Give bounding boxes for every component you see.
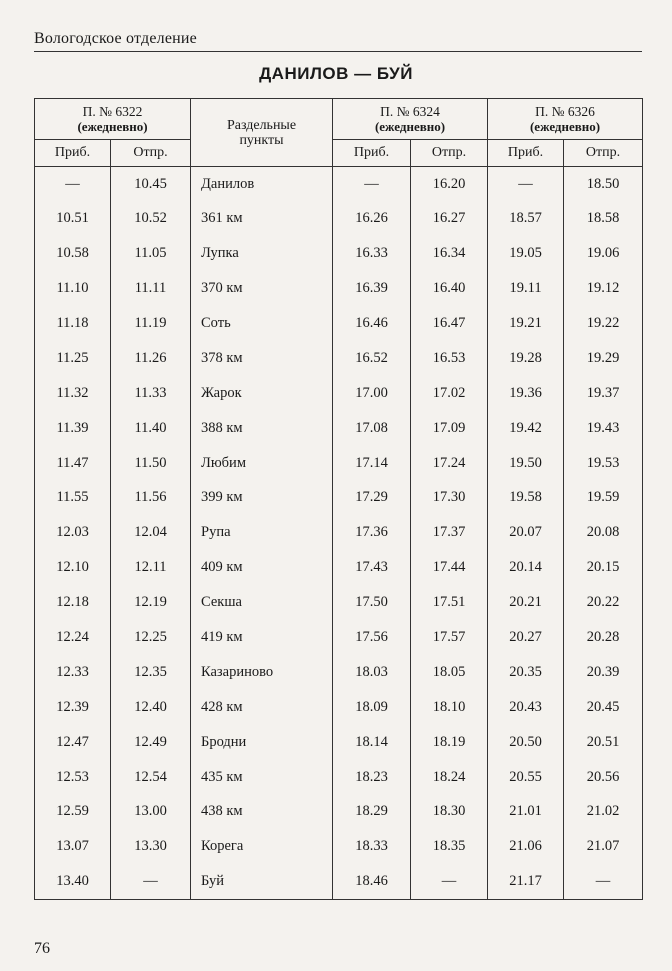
depart-time: — [564, 864, 643, 899]
station-name: 378 км [191, 341, 333, 376]
depart-time: 17.51 [411, 585, 488, 620]
table-row [35, 829, 643, 864]
depart-time: 21.02 [564, 795, 643, 830]
depart-time: 13.30 [111, 829, 191, 864]
station-name: Секша [191, 585, 333, 620]
depart-time: 20.15 [564, 550, 643, 585]
depart-time: 11.50 [111, 446, 191, 481]
arrive-time: 19.21 [488, 306, 564, 341]
header-divider [34, 51, 642, 52]
table-row [35, 376, 643, 411]
arrive-time: 10.58 [35, 236, 111, 271]
depart-time: 12.19 [111, 585, 191, 620]
arrive-time: 13.40 [35, 864, 111, 899]
arrive-time: 18.03 [333, 655, 411, 690]
arrive-time: 12.33 [35, 655, 111, 690]
arrive-time: 17.56 [333, 620, 411, 655]
arrive-time: 17.00 [333, 376, 411, 411]
depart-time: 11.19 [111, 306, 191, 341]
station-name: Бродни [191, 725, 333, 760]
table-row [35, 585, 643, 620]
depart-time: 11.40 [111, 411, 191, 446]
station-name: 428 км [191, 690, 333, 725]
arrive-time: 19.11 [488, 271, 564, 306]
table-row [35, 236, 643, 271]
depart-time: 11.33 [111, 376, 191, 411]
table-row [35, 864, 643, 899]
arrive-time: 21.01 [488, 795, 564, 830]
arrive-time: — [488, 167, 564, 202]
station-name: Казариново [191, 655, 333, 690]
arrive-time: 20.27 [488, 620, 564, 655]
arrive-time: 11.39 [35, 411, 111, 446]
arrive-time: 17.29 [333, 481, 411, 516]
depart-time: 20.56 [564, 760, 643, 795]
depart-time: 16.53 [411, 341, 488, 376]
depart-time: 19.43 [564, 411, 643, 446]
page-header: Вологодское отделение [34, 30, 197, 47]
depart-time: 20.08 [564, 515, 643, 550]
station-name: 409 км [191, 550, 333, 585]
arrive-header: Приб. [35, 140, 111, 167]
train-frequency: (ежедневно) [529, 119, 601, 134]
depart-time: 16.27 [411, 201, 488, 236]
depart-time: 20.39 [564, 655, 643, 690]
arrive-time: 17.43 [333, 550, 411, 585]
arrive-time: 20.50 [488, 725, 564, 760]
train-frequency: (ежедневно) [77, 119, 148, 134]
depart-time: 12.49 [111, 725, 191, 760]
table-row [35, 760, 643, 795]
table-row [35, 341, 643, 376]
depart-time: 10.45 [111, 167, 191, 202]
depart-time: 18.30 [411, 795, 488, 830]
arrive-time: 11.47 [35, 446, 111, 481]
arrive-time: 16.52 [333, 341, 411, 376]
arrive-time: 17.08 [333, 411, 411, 446]
arrive-time: 17.50 [333, 585, 411, 620]
depart-time: 20.28 [564, 620, 643, 655]
depart-time: 16.34 [411, 236, 488, 271]
arrive-time: 11.25 [35, 341, 111, 376]
depart-time: 18.10 [411, 690, 488, 725]
arrive-time: 13.07 [35, 829, 111, 864]
depart-time: 11.56 [111, 481, 191, 516]
arrive-time: 21.06 [488, 829, 564, 864]
arrive-time: 18.09 [333, 690, 411, 725]
depart-time: 17.09 [411, 411, 488, 446]
arrive-header: Приб. [488, 140, 564, 167]
depart-time: 11.26 [111, 341, 191, 376]
station-name: Буй [191, 864, 333, 899]
arrive-time: 17.36 [333, 515, 411, 550]
table-row [35, 690, 643, 725]
station-name: 435 км [191, 760, 333, 795]
station-name: 388 км [191, 411, 333, 446]
arrive-time: 12.53 [35, 760, 111, 795]
depart-time: 17.44 [411, 550, 488, 585]
table-row [35, 306, 643, 341]
depart-time: 18.58 [564, 201, 643, 236]
arrive-time: 19.05 [488, 236, 564, 271]
depart-time: 20.22 [564, 585, 643, 620]
arrive-time: 12.18 [35, 585, 111, 620]
depart-time: 18.05 [411, 655, 488, 690]
arrive-time: 12.39 [35, 690, 111, 725]
page-number: 76 [34, 940, 50, 957]
arrive-time: — [35, 167, 111, 202]
depart-time: 21.07 [564, 829, 643, 864]
arrive-time: 12.24 [35, 620, 111, 655]
arrive-time: 18.33 [333, 829, 411, 864]
arrive-time: 16.26 [333, 201, 411, 236]
depart-time: 18.19 [411, 725, 488, 760]
arrive-time: 19.28 [488, 341, 564, 376]
train-6324-header [333, 99, 488, 140]
arrive-time: 16.33 [333, 236, 411, 271]
table-row [35, 655, 643, 690]
table-row [35, 481, 643, 516]
table-row [35, 725, 643, 760]
station-name: Корега [191, 829, 333, 864]
station-name: 438 км [191, 795, 333, 830]
depart-time: 17.24 [411, 446, 488, 481]
arrive-time: 12.03 [35, 515, 111, 550]
depart-time: 19.59 [564, 481, 643, 516]
arrive-time: 12.10 [35, 550, 111, 585]
station-name: Рупа [191, 515, 333, 550]
train-number: П. № 6326 [535, 104, 595, 119]
table-row [35, 167, 643, 202]
table-row [35, 446, 643, 481]
station-name: 399 км [191, 481, 333, 516]
depart-time: 11.05 [111, 236, 191, 271]
arrive-time: 11.10 [35, 271, 111, 306]
train-frequency: (ежедневно) [374, 119, 446, 134]
table-row [35, 795, 643, 830]
train-number: П. № 6322 [82, 104, 143, 119]
depart-time: 16.40 [411, 271, 488, 306]
depart-time: 17.37 [411, 515, 488, 550]
depart-time: 10.52 [111, 201, 191, 236]
depart-time: 12.25 [111, 620, 191, 655]
arrive-time: 20.43 [488, 690, 564, 725]
arrive-time: 11.18 [35, 306, 111, 341]
arrive-time: 11.55 [35, 481, 111, 516]
depart-time: 20.51 [564, 725, 643, 760]
depart-time: 17.02 [411, 376, 488, 411]
arrive-header: Приб. [333, 140, 411, 167]
depart-time: — [411, 864, 488, 899]
table-row [35, 411, 643, 446]
train-6322-header [35, 99, 191, 140]
depart-time: 12.40 [111, 690, 191, 725]
arrive-time: — [333, 167, 411, 202]
table-row [35, 620, 643, 655]
train-6326-header [488, 99, 643, 140]
station-name: Соть [191, 306, 333, 341]
depart-time: 19.12 [564, 271, 643, 306]
depart-time: 18.24 [411, 760, 488, 795]
depart-time: 19.29 [564, 341, 643, 376]
depart-time: 17.57 [411, 620, 488, 655]
arrive-time: 19.42 [488, 411, 564, 446]
depart-time: 19.06 [564, 236, 643, 271]
table-row [35, 550, 643, 585]
depart-time: 16.20 [411, 167, 488, 202]
depart-time: 20.45 [564, 690, 643, 725]
arrive-time: 21.17 [488, 864, 564, 899]
station-name: Данилов [191, 167, 333, 202]
table-row [35, 201, 643, 236]
depart-time: 12.04 [111, 515, 191, 550]
arrive-time: 10.51 [35, 201, 111, 236]
station-name: Жарок [191, 376, 333, 411]
depart-header: Отпр. [111, 140, 191, 167]
arrive-time: 19.58 [488, 481, 564, 516]
station-column-header: Раздельные пункты [191, 99, 333, 167]
table-row [35, 515, 643, 550]
depart-time: 12.54 [111, 760, 191, 795]
station-name: Лупка [191, 236, 333, 271]
timetable [34, 98, 643, 900]
route-title: ДАНИЛОВ — БУЙ [259, 64, 413, 83]
depart-time: — [111, 864, 191, 899]
depart-time: 17.30 [411, 481, 488, 516]
depart-time: 18.35 [411, 829, 488, 864]
arrive-time: 20.35 [488, 655, 564, 690]
table-row [35, 271, 643, 306]
arrive-time: 18.46 [333, 864, 411, 899]
depart-time: 18.50 [564, 167, 643, 202]
arrive-time: 18.23 [333, 760, 411, 795]
arrive-time: 16.46 [333, 306, 411, 341]
depart-time: 19.22 [564, 306, 643, 341]
arrive-time: 19.36 [488, 376, 564, 411]
station-name: 361 км [191, 201, 333, 236]
arrive-time: 18.29 [333, 795, 411, 830]
depart-time: 12.11 [111, 550, 191, 585]
arrive-time: 18.57 [488, 201, 564, 236]
depart-time: 16.47 [411, 306, 488, 341]
arrive-time: 20.55 [488, 760, 564, 795]
timetable-body [35, 167, 643, 900]
arrive-time: 20.14 [488, 550, 564, 585]
depart-time: 11.11 [111, 271, 191, 306]
depart-time: 19.37 [564, 376, 643, 411]
depart-header: Отпр. [564, 140, 643, 167]
arrive-time: 11.32 [35, 376, 111, 411]
station-name: Любим [191, 446, 333, 481]
depart-time: 12.35 [111, 655, 191, 690]
arrive-time: 17.14 [333, 446, 411, 481]
station-name: 419 км [191, 620, 333, 655]
depart-time: 13.00 [111, 795, 191, 830]
depart-header: Отпр. [411, 140, 488, 167]
depart-time: 19.53 [564, 446, 643, 481]
arrive-time: 12.59 [35, 795, 111, 830]
arrive-time: 19.50 [488, 446, 564, 481]
station-name: 370 км [191, 271, 333, 306]
arrive-time: 20.07 [488, 515, 564, 550]
arrive-time: 18.14 [333, 725, 411, 760]
arrive-time: 12.47 [35, 725, 111, 760]
arrive-time: 16.39 [333, 271, 411, 306]
train-number: П. № 6324 [380, 104, 440, 119]
arrive-time: 20.21 [488, 585, 564, 620]
